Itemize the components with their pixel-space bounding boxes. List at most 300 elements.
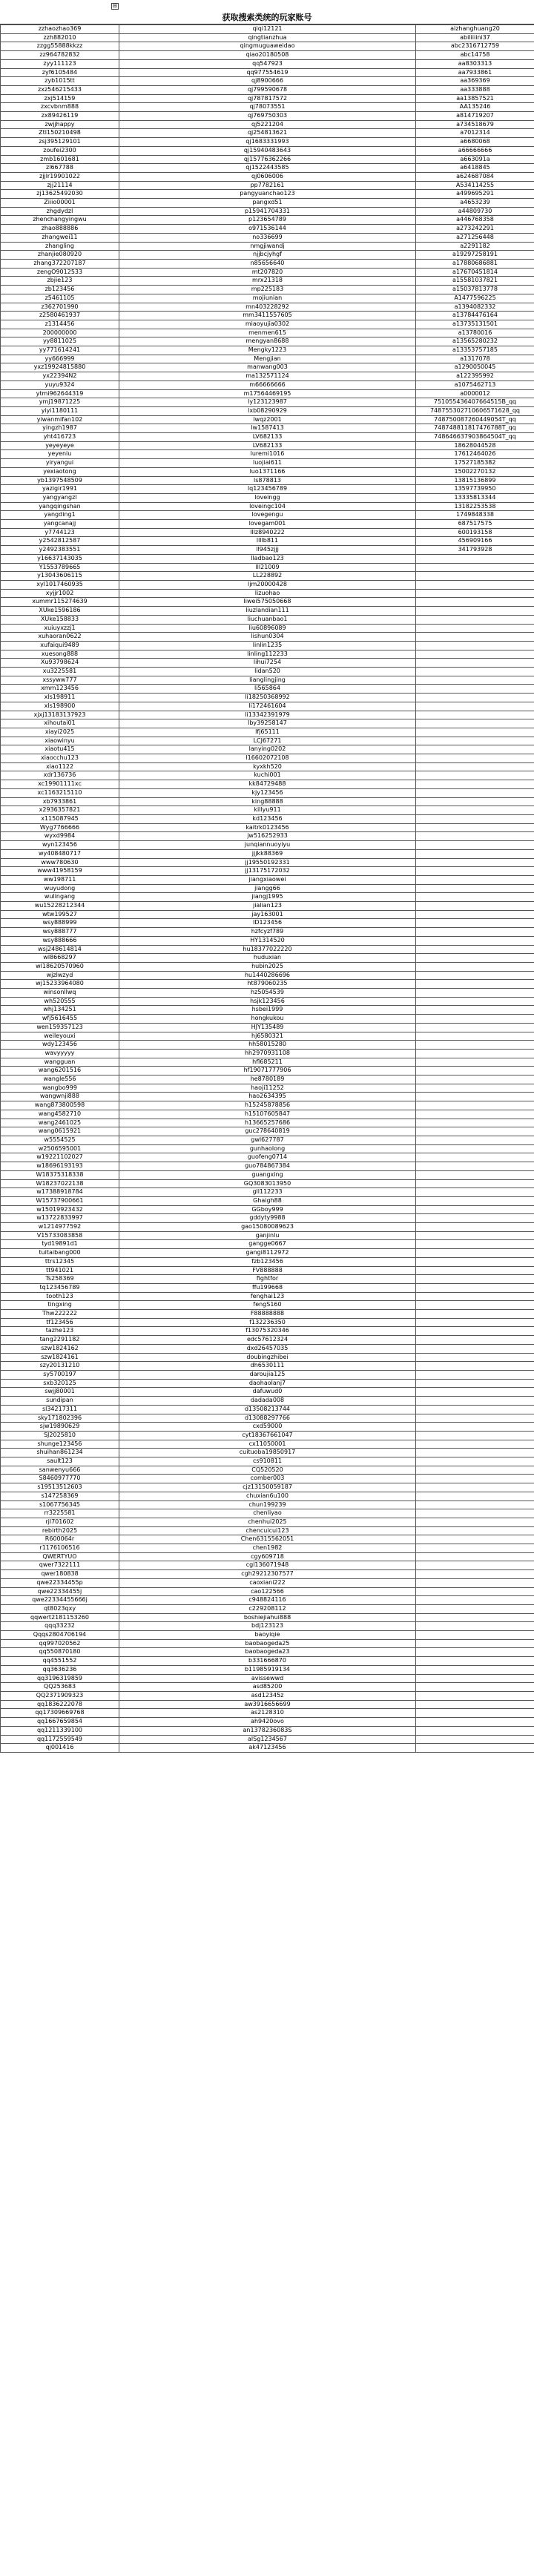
table-cell[interactable]: yb1397548509 (1, 476, 119, 485)
table-cell[interactable]: y13043606115 (1, 572, 119, 581)
table-cell[interactable]: aa7933861 (416, 68, 534, 77)
table-cell[interactable]: QQ2371909323 (1, 1692, 119, 1701)
table-cell[interactable] (416, 1006, 534, 1015)
table-cell[interactable] (416, 719, 534, 728)
table-cell[interactable]: wangle556 (1, 1075, 119, 1084)
table-cell[interactable] (416, 633, 534, 642)
table-cell[interactable]: weileyouxi (1, 1032, 119, 1041)
table-cell[interactable]: wyn123456 (1, 841, 119, 850)
table-cell[interactable] (416, 598, 534, 607)
table-cell[interactable] (416, 1136, 534, 1145)
table-cell[interactable]: A1477596225 (416, 294, 534, 303)
table-cell[interactable] (416, 1622, 534, 1631)
table-cell[interactable] (416, 1431, 534, 1440)
table-cell[interactable] (416, 1379, 534, 1388)
table-cell[interactable] (416, 1153, 534, 1162)
table-cell[interactable]: h15107605847 (119, 1110, 416, 1119)
table-cell[interactable]: jw516252933 (119, 832, 416, 841)
table-cell[interactable]: Ziiio00001 (1, 199, 119, 208)
table-cell[interactable]: nmgjiwandj (119, 242, 416, 251)
table-cell[interactable] (416, 1127, 534, 1136)
table-cell[interactable]: 748646637903864504T_qq (416, 433, 534, 442)
table-cell[interactable]: jay163001 (119, 910, 416, 919)
table-cell[interactable]: zwjjhappy (1, 120, 119, 129)
table-cell[interactable] (416, 1457, 534, 1466)
table-cell[interactable]: hzfcyzf789 (119, 928, 416, 937)
table-cell[interactable]: a734518679 (416, 120, 534, 129)
table-cell[interactable]: lwqz2001 (119, 415, 416, 424)
table-cell[interactable]: zx89426119 (1, 112, 119, 121)
table-cell[interactable] (416, 1388, 534, 1397)
table-cell[interactable]: zb123456 (1, 286, 119, 294)
table-cell[interactable]: l16602072108 (119, 754, 416, 763)
table-cell[interactable]: hfl685211 (119, 1058, 416, 1067)
table-cell[interactable] (416, 954, 534, 963)
table-cell[interactable] (416, 1397, 534, 1406)
table-cell[interactable]: a6418845 (416, 164, 534, 173)
table-cell[interactable]: comber003 (119, 1475, 416, 1483)
table-cell[interactable]: a6680068 (416, 138, 534, 147)
table-cell[interactable]: yazigir1991 (1, 485, 119, 494)
table-cell[interactable]: guangxing (119, 1170, 416, 1179)
table-cell[interactable]: 13815136899 (416, 476, 534, 485)
table-cell[interactable]: zj13625492030 (1, 190, 119, 199)
table-cell[interactable]: cx11050001 (119, 1440, 416, 1449)
table-cell[interactable]: ht879060235 (119, 980, 416, 989)
table-cell[interactable]: hh2970931108 (119, 1049, 416, 1058)
table-cell[interactable]: pangxd51 (119, 199, 416, 208)
table-cell[interactable]: asd12345z (119, 1692, 416, 1701)
table-cell[interactable]: pangyuanchao123 (119, 190, 416, 199)
table-cell[interactable]: huduxian (119, 954, 416, 963)
table-cell[interactable]: an1378236083S (119, 1726, 416, 1735)
table-cell[interactable] (416, 1631, 534, 1640)
table-cell[interactable]: jiangxiaowei (119, 875, 416, 884)
table-cell[interactable]: wang2461025 (1, 1119, 119, 1127)
table-cell[interactable]: HJY135489 (119, 1023, 416, 1032)
table-cell[interactable]: swjj80001 (1, 1388, 119, 1397)
table-cell[interactable]: a1290050045 (416, 363, 534, 372)
table-cell[interactable]: a1317078 (416, 355, 534, 363)
table-cell[interactable]: zoufei2300 (1, 146, 119, 155)
table-cell[interactable]: xc19901111xc (1, 780, 119, 789)
table-cell[interactable]: s147258369 (1, 1492, 119, 1501)
table-cell[interactable] (416, 676, 534, 685)
table-cell[interactable]: qj769750303 (119, 112, 416, 121)
table-cell[interactable]: Wyg7766666 (1, 823, 119, 832)
table-cell[interactable]: zyy111123 (1, 59, 119, 68)
table-cell[interactable]: yingzh1987 (1, 424, 119, 433)
table-cell[interactable]: h13665257686 (119, 1119, 416, 1127)
table-cell[interactable]: Thw222222 (1, 1310, 119, 1319)
table-cell[interactable]: qj5221204 (119, 120, 416, 129)
table-cell[interactable]: gll112233 (119, 1188, 416, 1197)
table-cell[interactable] (416, 1423, 534, 1432)
table-cell[interactable]: ma132571124 (119, 372, 416, 381)
table-cell[interactable]: qj1522443585 (119, 164, 416, 173)
table-cell[interactable]: a7012314 (416, 129, 534, 138)
table-cell[interactable]: a1075462713 (416, 381, 534, 389)
table-cell[interactable]: sky171802396 (1, 1414, 119, 1423)
table-cell[interactable]: lianglingjing (119, 676, 416, 685)
table-cell[interactable]: yeyeniu (1, 450, 119, 459)
table-cell[interactable]: gangi8112972 (119, 1249, 416, 1258)
table-cell[interactable] (416, 919, 534, 928)
table-cell[interactable]: 13335813344 (416, 493, 534, 502)
table-cell[interactable] (416, 1405, 534, 1414)
table-cell[interactable]: bdj123123 (119, 1622, 416, 1631)
table-cell[interactable]: f13075320346 (119, 1327, 416, 1336)
table-cell[interactable] (416, 997, 534, 1006)
table-cell[interactable]: gunhaolong (119, 1144, 416, 1153)
table-cell[interactable]: zjj21114 (1, 181, 119, 190)
table-cell[interactable]: doubingzhibei (119, 1353, 416, 1362)
table-cell[interactable]: zl667788 (1, 164, 119, 173)
table-cell[interactable]: 600193158 (416, 528, 534, 537)
table-cell[interactable]: kaitrk0123456 (119, 823, 416, 832)
table-cell[interactable]: cs910811 (119, 1457, 416, 1466)
table-cell[interactable] (416, 1475, 534, 1483)
table-cell[interactable]: edc57612324 (119, 1336, 416, 1345)
table-cell[interactable] (416, 1587, 534, 1596)
table-cell[interactable]: a17880686881 (416, 259, 534, 268)
table-cell[interactable] (416, 641, 534, 650)
table-cell[interactable]: zengO9012533 (1, 268, 119, 277)
table-cell[interactable] (416, 1613, 534, 1622)
table-cell[interactable]: Ts258369 (1, 1275, 119, 1284)
table-cell[interactable]: Ztl150210498 (1, 129, 119, 138)
table-cell[interactable]: cgy609718 (119, 1552, 416, 1561)
table-cell[interactable]: Chen6315562051 (119, 1535, 416, 1544)
table-cell[interactable]: a271256448 (416, 233, 534, 242)
table-cell[interactable] (416, 762, 534, 771)
table-cell[interactable] (416, 893, 534, 902)
table-cell[interactable] (416, 1310, 534, 1319)
table-cell[interactable]: aa333888 (416, 85, 534, 94)
table-cell[interactable]: guc278640819 (119, 1127, 416, 1136)
table-cell[interactable] (416, 563, 534, 572)
table-cell[interactable] (416, 554, 534, 563)
table-cell[interactable]: z1314456 (1, 320, 119, 329)
table-cell[interactable]: qiqi12121 (119, 25, 416, 34)
table-cell[interactable]: li565864 (119, 685, 416, 694)
table-cell[interactable]: wu15228212344 (1, 902, 119, 911)
table-cell[interactable] (416, 1249, 534, 1258)
table-cell[interactable]: a122395992 (416, 372, 534, 381)
table-cell[interactable] (416, 1501, 534, 1509)
table-cell[interactable]: wsj248614814 (1, 945, 119, 954)
table-cell[interactable]: zxz546215433 (1, 85, 119, 94)
table-cell[interactable]: pp7782161 (119, 181, 416, 190)
table-cell[interactable]: wl8668297 (1, 954, 119, 963)
table-cell[interactable] (416, 1709, 534, 1718)
table-cell[interactable]: linling112233 (119, 650, 416, 659)
table-cell[interactable] (416, 572, 534, 581)
table-cell[interactable]: yiwanmifan102 (1, 415, 119, 424)
table-cell[interactable]: ll945zjjj (119, 546, 416, 555)
table-cell[interactable]: liuchuanbao1 (119, 615, 416, 624)
table-cell[interactable] (416, 1526, 534, 1535)
table-cell[interactable]: F88888888 (119, 1310, 416, 1319)
table-cell[interactable]: a19297258191 (416, 251, 534, 260)
table-cell[interactable] (416, 928, 534, 937)
table-cell[interactable]: lladbao123 (119, 554, 416, 563)
table-cell[interactable]: 748755302710606571628_qq (416, 406, 534, 415)
table-cell[interactable] (416, 1075, 534, 1084)
table-cell[interactable]: lfj65111 (119, 728, 416, 737)
table-cell[interactable] (416, 1058, 534, 1067)
table-cell[interactable]: li18250368992 (119, 694, 416, 702)
table-cell[interactable]: GQ3083013950 (119, 1179, 416, 1188)
table-cell[interactable] (416, 589, 534, 598)
table-cell[interactable] (416, 1657, 534, 1666)
table-cell[interactable] (416, 1283, 534, 1292)
table-cell[interactable]: zzhaozhao369 (1, 25, 119, 34)
table-cell[interactable]: w17388918784 (1, 1188, 119, 1197)
table-cell[interactable]: xiayi2025 (1, 728, 119, 737)
table-cell[interactable]: a624687084 (416, 172, 534, 181)
table-cell[interactable]: QQ253683 (1, 1683, 119, 1692)
table-cell[interactable]: kd123456 (119, 814, 416, 823)
table-cell[interactable] (416, 989, 534, 998)
table-cell[interactable]: kk84729488 (119, 780, 416, 789)
table-cell[interactable]: fengS160 (119, 1301, 416, 1310)
table-cell[interactable]: SJ2025810 (1, 1431, 119, 1440)
table-cell[interactable] (416, 884, 534, 893)
table-cell[interactable]: mn403228292 (119, 303, 416, 312)
table-cell[interactable]: zhangwei11 (1, 233, 119, 242)
table-cell[interactable]: cxd59000 (119, 1423, 416, 1432)
table-cell[interactable] (416, 1744, 534, 1753)
table-cell[interactable] (416, 1449, 534, 1457)
table-cell[interactable]: yy771614241 (1, 346, 119, 355)
table-cell[interactable]: qqwert2181153260 (1, 1613, 119, 1622)
table-cell[interactable]: a499695291 (416, 190, 534, 199)
table-cell[interactable]: xyjjr1002 (1, 589, 119, 598)
table-cell[interactable]: yangcanajj (1, 520, 119, 529)
table-cell[interactable]: sanwenyu666 (1, 1466, 119, 1475)
table-cell[interactable]: dxd26457035 (119, 1344, 416, 1353)
table-cell[interactable]: liu60896089 (119, 624, 416, 633)
table-cell[interactable]: LCJ67271 (119, 737, 416, 745)
table-cell[interactable]: zmb1601681 (1, 155, 119, 164)
table-cell[interactable]: c948824116 (119, 1596, 416, 1605)
table-cell[interactable]: sxb320125 (1, 1379, 119, 1388)
table-cell[interactable]: zjjlr19901022 (1, 172, 119, 181)
table-cell[interactable]: a446768358 (416, 216, 534, 225)
table-cell[interactable]: wang4582710 (1, 1110, 119, 1119)
table-cell[interactable]: xls198900 (1, 702, 119, 711)
table-cell[interactable] (416, 581, 534, 590)
table-cell[interactable]: kuchi001 (119, 771, 416, 780)
table-cell[interactable]: qq1836222078 (1, 1700, 119, 1709)
table-cell[interactable] (416, 1275, 534, 1284)
table-cell[interactable]: lll21009 (119, 563, 416, 572)
table-cell[interactable]: mp225183 (119, 286, 416, 294)
table-cell[interactable]: b331666870 (119, 1657, 416, 1666)
table-cell[interactable] (416, 728, 534, 737)
table-cell[interactable]: xiaowinyu (1, 737, 119, 745)
table-cell[interactable]: jiangj1995 (119, 893, 416, 902)
table-cell[interactable]: s19513512603 (1, 1483, 119, 1492)
table-cell[interactable]: szw1824161 (1, 1353, 119, 1362)
table-cell[interactable] (416, 1518, 534, 1526)
table-cell[interactable]: z2580461937 (1, 312, 119, 320)
table-cell[interactable]: jj13175172032 (119, 867, 416, 876)
table-cell[interactable]: V15733083858 (1, 1231, 119, 1240)
table-cell[interactable] (416, 737, 534, 745)
table-cell[interactable]: y16637143035 (1, 554, 119, 563)
table-cell[interactable]: xls198911 (1, 694, 119, 702)
table-cell[interactable]: abc14758 (416, 51, 534, 60)
table-cell[interactable]: qj8900666 (119, 77, 416, 86)
table-cell[interactable] (416, 771, 534, 780)
table-cell[interactable]: a15581037821 (416, 277, 534, 286)
table-cell[interactable] (416, 841, 534, 850)
table-cell[interactable]: a2291182 (416, 242, 534, 251)
table-cell[interactable]: gddyty9988 (119, 1214, 416, 1223)
table-cell[interactable]: lidan520 (119, 668, 416, 676)
table-cell[interactable]: y2542812587 (1, 537, 119, 546)
table-cell[interactable]: ah9420ovo (119, 1718, 416, 1727)
table-cell[interactable]: wuyudong (1, 884, 119, 893)
table-cell[interactable]: xb7933861 (1, 797, 119, 806)
table-cell[interactable]: haoji11252 (119, 1084, 416, 1093)
table-cell[interactable]: guo784867384 (119, 1162, 416, 1171)
table-cell[interactable] (416, 754, 534, 763)
table-cell[interactable]: wangbo999 (1, 1084, 119, 1093)
table-cell[interactable]: ly123123987 (119, 398, 416, 407)
table-cell[interactable]: baobaogeda25 (119, 1639, 416, 1648)
table-cell[interactable] (416, 1414, 534, 1423)
table-cell[interactable] (416, 1205, 534, 1214)
table-cell[interactable]: baobaogeda23 (119, 1648, 416, 1657)
table-cell[interactable]: qwe22334455666j (1, 1596, 119, 1605)
table-cell[interactable]: yuyu9324 (1, 381, 119, 389)
table-cell[interactable]: wtw199527 (1, 910, 119, 919)
table-cell[interactable]: 751055436407664515B_qq (416, 398, 534, 407)
table-cell[interactable]: killyu911 (119, 806, 416, 815)
table-cell[interactable] (416, 1692, 534, 1701)
table-cell[interactable]: no336699 (119, 233, 416, 242)
table-cell[interactable]: caoxiani222 (119, 1578, 416, 1587)
table-cell[interactable]: lllz8940222 (119, 528, 416, 537)
table-cell[interactable]: qq1667659854 (1, 1718, 119, 1727)
table-cell[interactable]: lishun0304 (119, 633, 416, 642)
table-cell[interactable]: a13735131501 (416, 320, 534, 329)
table-cell[interactable]: qj15776362266 (119, 155, 416, 164)
table-cell[interactable]: wjzlwzyd (1, 971, 119, 980)
table-cell[interactable]: cyt18367661047 (119, 1431, 416, 1440)
table-cell[interactable]: d13088297766 (119, 1414, 416, 1423)
table-cell[interactable]: qj15940483643 (119, 146, 416, 155)
table-cell[interactable]: kjy123456 (119, 788, 416, 797)
table-cell[interactable] (416, 1101, 534, 1110)
table-cell[interactable]: zhenchangyingwu (1, 216, 119, 225)
table-cell[interactable] (416, 1084, 534, 1093)
table-cell[interactable]: CQ520520 (119, 1466, 416, 1475)
table-cell[interactable]: chuxian6u100 (119, 1492, 416, 1501)
table-cell[interactable]: sy5700197 (1, 1370, 119, 1379)
table-cell[interactable]: fzb123456 (119, 1257, 416, 1266)
table-cell[interactable]: 748750087260449054T_qq (416, 415, 534, 424)
table-cell[interactable] (416, 1561, 534, 1570)
table-cell[interactable] (416, 668, 534, 676)
table-cell[interactable]: li172461604 (119, 702, 416, 711)
table-cell[interactable]: qq4551552 (1, 1657, 119, 1666)
table-cell[interactable]: gao15080089623 (119, 1223, 416, 1232)
table-cell[interactable] (416, 607, 534, 616)
table-cell[interactable]: a273242291 (416, 225, 534, 234)
table-cell[interactable]: 748748811817476788T_qq (416, 424, 534, 433)
collapse-group-icon[interactable]: ⊟ (111, 3, 119, 10)
table-cell[interactable]: wj15233964080 (1, 980, 119, 989)
table-cell[interactable]: w1214977592 (1, 1223, 119, 1232)
table-cell[interactable] (416, 685, 534, 694)
table-cell[interactable]: y2492383551 (1, 546, 119, 555)
table-cell[interactable] (416, 1353, 534, 1362)
table-cell[interactable]: rjl701602 (1, 1518, 119, 1526)
table-cell[interactable] (416, 875, 534, 884)
table-cell[interactable] (416, 1214, 534, 1223)
table-cell[interactable]: S8460977770 (1, 1475, 119, 1483)
table-cell[interactable] (416, 1718, 534, 1727)
table-cell[interactable]: z5461105 (1, 294, 119, 303)
table-cell[interactable]: asd85200 (119, 1683, 416, 1692)
table-cell[interactable] (416, 1509, 534, 1518)
table-cell[interactable] (416, 1110, 534, 1119)
table-cell[interactable]: qingmuguaweidao (119, 42, 416, 51)
table-cell[interactable] (416, 1266, 534, 1275)
table-cell[interactable] (416, 823, 534, 832)
table-cell[interactable]: mm3411557605 (119, 312, 416, 320)
table-cell[interactable] (416, 1301, 534, 1310)
table-cell[interactable]: qj787817572 (119, 94, 416, 103)
table-cell[interactable]: xiaocchu123 (1, 754, 119, 763)
table-cell[interactable]: a13353757185 (416, 346, 534, 355)
table-cell[interactable]: tt941021 (1, 1266, 119, 1275)
table-cell[interactable]: hf19071777906 (119, 1067, 416, 1075)
table-cell[interactable]: lby39258147 (119, 719, 416, 728)
table-cell[interactable]: szw1824162 (1, 1344, 119, 1353)
table-cell[interactable]: gwl627787 (119, 1136, 416, 1145)
table-cell[interactable] (416, 832, 534, 841)
table-cell[interactable]: a13780016 (416, 329, 534, 337)
table-cell[interactable] (416, 1327, 534, 1336)
table-cell[interactable]: qq17309669768 (1, 1709, 119, 1718)
table-cell[interactable]: www780630 (1, 858, 119, 867)
table-cell[interactable]: 13182253538 (416, 502, 534, 511)
table-cell[interactable]: xummr115274639 (1, 598, 119, 607)
table-cell[interactable]: aa13857521 (416, 94, 534, 103)
table-cell[interactable]: zzgg55888kkzz (1, 42, 119, 51)
table-cell[interactable]: FV888888 (119, 1266, 416, 1275)
table-cell[interactable]: s1067756345 (1, 1501, 119, 1509)
table-cell[interactable]: 17527185382 (416, 459, 534, 468)
table-cell[interactable] (416, 962, 534, 971)
table-cell[interactable]: 687517575 (416, 520, 534, 529)
table-cell[interactable]: baoyiqie (119, 1631, 416, 1640)
table-cell[interactable]: qwe22334455j (1, 1587, 119, 1596)
table-cell[interactable] (416, 1119, 534, 1127)
table-cell[interactable]: xuhaoran0622 (1, 633, 119, 642)
table-cell[interactable]: mojiunian (119, 294, 416, 303)
table-cell[interactable]: wfj5616455 (1, 1015, 119, 1024)
table-cell[interactable]: wang0615921 (1, 1127, 119, 1136)
table-cell[interactable]: xyl1017460935 (1, 581, 119, 590)
table-cell[interactable]: chen1982 (119, 1544, 416, 1553)
table-cell[interactable] (416, 1440, 534, 1449)
